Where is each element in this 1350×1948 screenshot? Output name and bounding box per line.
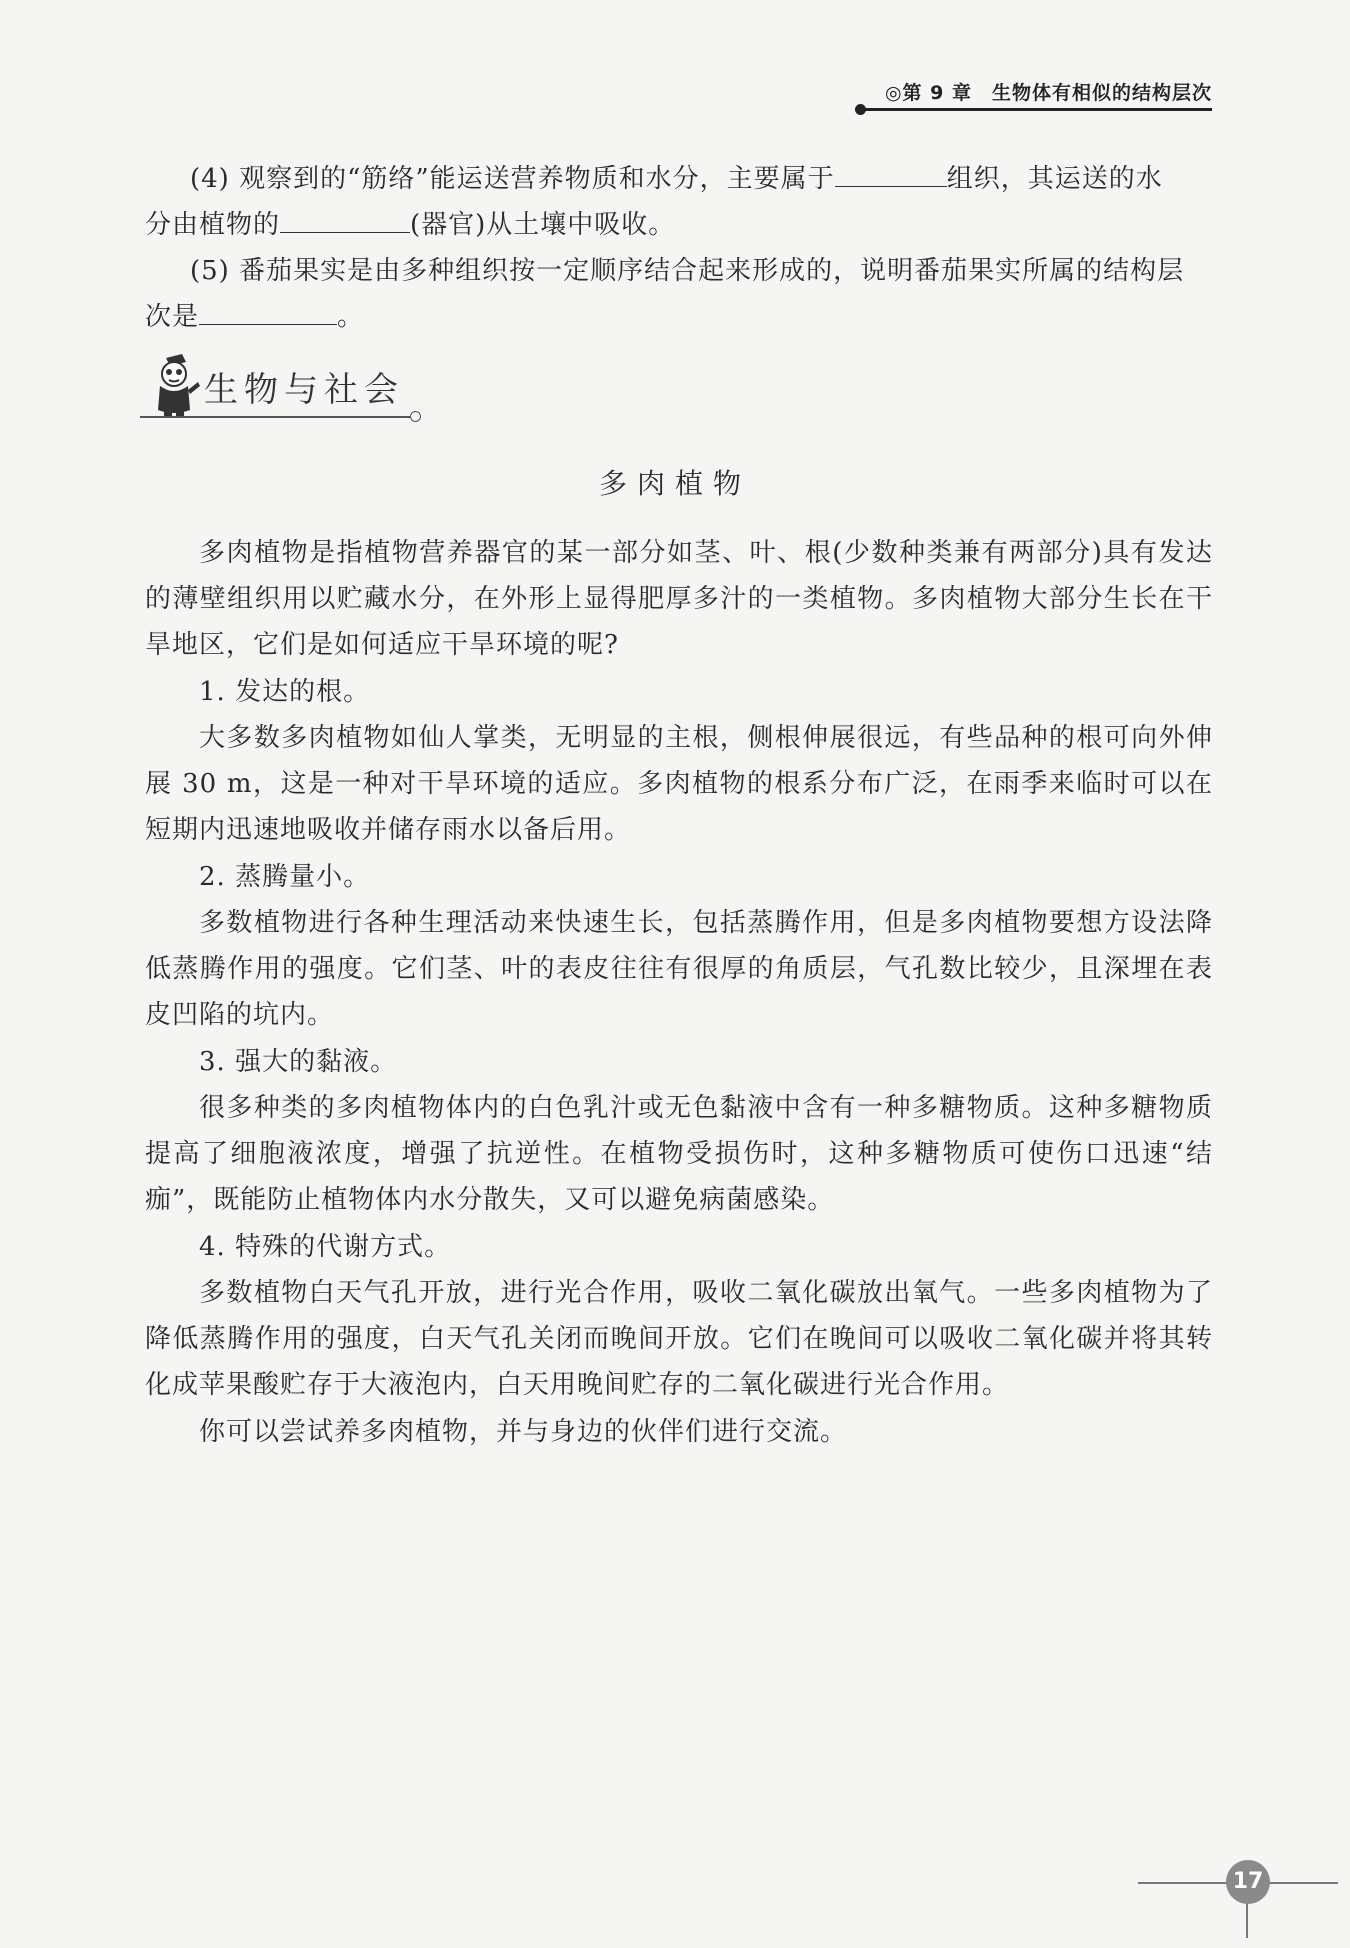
q4-blank-1[interactable]	[835, 164, 947, 187]
article-heading-2: 2. 蒸腾量小。	[199, 862, 371, 892]
article-paragraph-4: 多数植物白天气孔开放，进行光合作用，吸收二氧化碳放出氧气。一些多肉植物为了降低蒸腾作用的强度，白天气孔关闭而晚间开放。它们在晚间可以吸收二氧化碳并将其转化成苹果酸贮存于大液泡内，白天用晚间贮存的二氧化碳进行光合作用。	[145, 1278, 1213, 1400]
section-underline	[140, 416, 412, 418]
section-banner	[140, 352, 420, 424]
header-rule	[862, 108, 1212, 111]
article-heading-4: 4. 特殊的代谢方式。	[199, 1232, 452, 1262]
article-paragraph-1: 大多数多肉植物如仙人掌类，无明显的主根，侧根伸展很远，有些品种的根可向外伸展 30 m，这是一种对干旱环境的适应。多肉植物的根系分布广泛，在雨季来临时可以在短期内迅速地吸收并储存雨水以备后用。	[145, 723, 1213, 845]
page-number: 17	[1226, 1860, 1270, 1904]
mascot-icon	[146, 352, 202, 418]
article-paragraph-3: 很多种类的多肉植物体内的白色乳汁或无色黏液中含有一种多糖物质。这种多糖物质提高了细胞液浓度，增强了抗逆性。在植物受损伤时，这种多糖物质可使伤口迅速“结痂”，既能防止植物体内水分散失，又可以避免病菌感染。	[145, 1093, 1213, 1215]
q4-text-2: 组织，其运送的水	[946, 164, 1163, 194]
header-rule-dot	[855, 104, 866, 115]
chapter-header	[885, 78, 1212, 105]
question-4	[190, 156, 1213, 202]
q5-text-3: 。	[337, 302, 365, 332]
q5-text-2: 次是	[145, 302, 200, 332]
section-title: 生物与社会	[204, 370, 404, 410]
article-title: 多肉植物	[598, 467, 751, 500]
q5-text-1: (5) 番茄果实是由多种组织按一定顺序结合起来形成的，说明番茄果实所属的结构层	[190, 256, 1185, 286]
article-paragraph-2: 多数植物进行各种生理活动来快速生长，包括蒸腾作用，但是多肉植物要想方设法降低蒸腾作用的强度。它们茎、叶的表皮往往有很厚的角质层，气孔数比较少，且深埋在表皮凹陷的坑内。	[145, 908, 1213, 1030]
q4-blank-2[interactable]	[280, 210, 410, 233]
article-closing: 你可以尝试养多肉植物，并与身边的伙伴们进行交流。	[199, 1417, 848, 1447]
question-4-cont	[145, 202, 1213, 248]
q4-text-1: (4) 观察到的“筋络”能运送营养物质和水分，主要属于	[190, 164, 835, 194]
q4-text-3: 分由植物的	[145, 210, 281, 240]
chapter-title: 生物体有相似的结构层次	[991, 82, 1212, 104]
chapter-number: ◎第 9 章	[884, 82, 972, 104]
section-underline-end	[410, 411, 421, 422]
question-5	[190, 248, 1213, 294]
q4-text-4: (器官)从土壤中吸收。	[410, 210, 676, 240]
article-heading-3: 3. 强大的黏液。	[199, 1047, 398, 1077]
article-intro: 多肉植物是指植物营养器官的某一部分如茎、叶、根(少数种类兼有两部分)具有发达的薄壁组织用以贮藏水分，在外形上显得肥厚多汁的一类植物。多肉植物大部分生长在干旱地区，它们是如何适应干旱环境的呢?	[145, 538, 1213, 660]
article-heading-1: 1. 发达的根。	[199, 677, 371, 707]
q5-blank[interactable]	[199, 302, 337, 325]
question-5-cont	[145, 294, 1213, 340]
